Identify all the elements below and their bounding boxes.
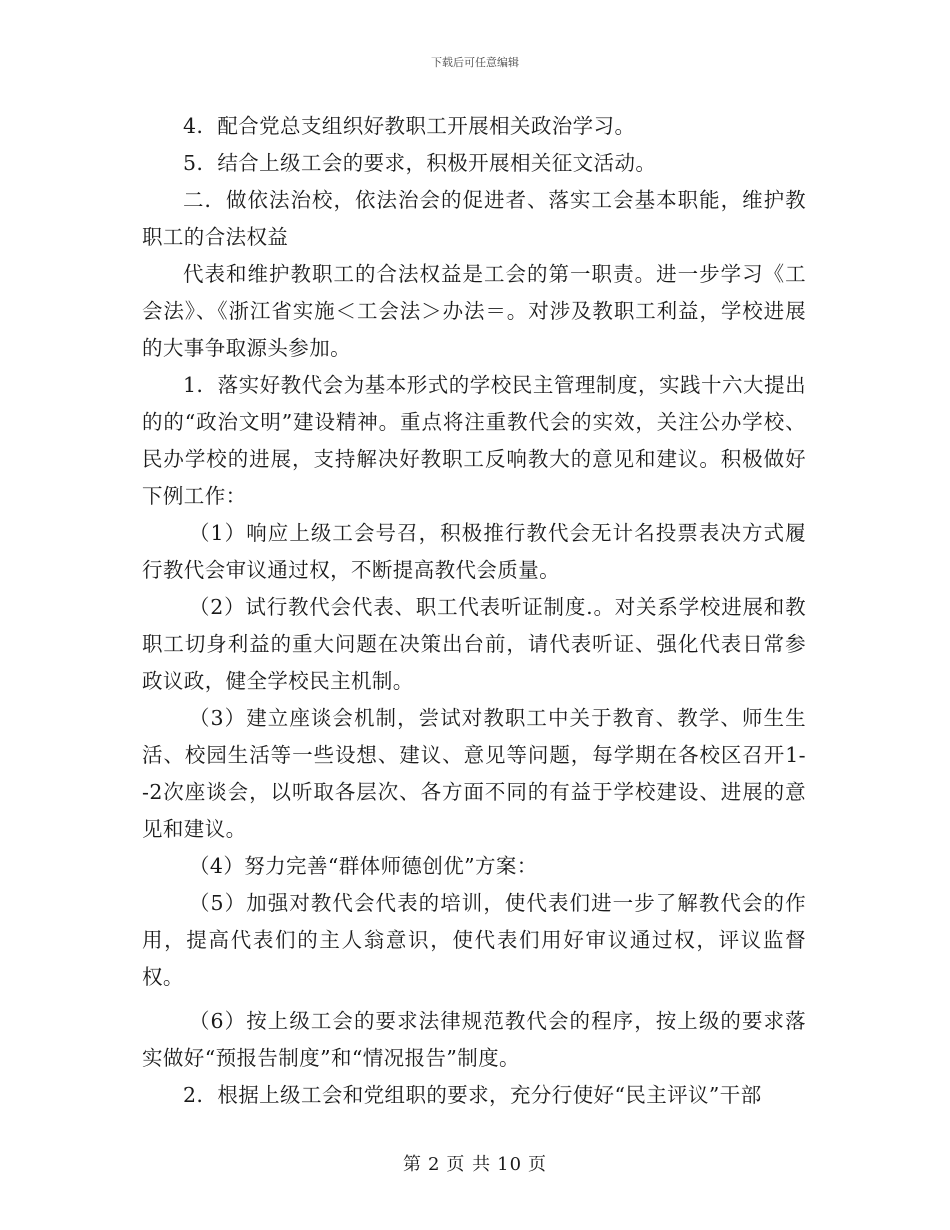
total-pages-number: 10 [497, 1154, 523, 1175]
page-footer [0, 1150, 950, 1176]
paragraph-sub-4: （4）努力完善“群体师德创优”方案： [189, 854, 538, 878]
page-label-suffix: 页 [528, 1154, 548, 1175]
paragraph-sub-2: （2）试行教代会代表、职工代表听证制度.。对关系学校进展和教职工切身利益的重大问题在决策出台前，请代表听证、强化代表日常参政议政，健全学校民主机制。 [142, 595, 806, 693]
page-header: 下载后可任意编辑 [431, 56, 519, 69]
page-label-mid: 页 共 [446, 1154, 492, 1175]
paragraph-item-5: 5．结合上级工会的要求，积极开展相关征文活动。 [183, 151, 657, 175]
page-label-prefix: 第 [402, 1154, 422, 1175]
paragraph-item-4: 4．配合党总支组织好教职工开展相关政治学习。 [183, 114, 636, 138]
paragraph-intro: 代表和维护教职工的合法权益是工会的第一职责。进一步学习《工会法》、《浙江省实施＜工会法＞办法＝。对涉及教职工利益，学校进展的大事争取源头参加。 [142, 262, 806, 360]
paragraph-point-2: 2．根据上级工会和党组职的要求，充分行使好“民主评议”干部 [183, 1083, 762, 1107]
paragraph-sub-6: （6）按上级工会的要求法律规范教代会的程序，按上级的要求落实做好“预报告制度”和“情况报告”制度。 [142, 1009, 806, 1070]
paragraph-sub-3: （3）建立座谈会机制，尝试对教职工中关于教育、教学、师生生活、校园生活等一些设想、建议、意见等问题，每学期在各校区召开1--2次座谈会，以听取各层次、各方面不同的有益于学校建设、进展的意见和建议。 [142, 706, 806, 841]
paragraph-sub-1: （1）响应上级工会号召，积极推行教代会无计名投票表决方式履行教代会审议通过权，不断提高教代会质量。 [142, 521, 806, 582]
paragraph-sub-5: （5）加强对教代会代表的培训，使代表们进一步了解教代会的作用，提高代表们的主人翁意识，使代表们用好审议通过权，评议监督权。 [142, 891, 806, 989]
paragraph-point-1: 1．落实好教代会为基本形式的学校民主管理制度，实践十六大提出的的“政治文明”建设精神。重点将注重教代会的实效，关注公办学校、民办学校的进展，支持解决好教职工反响教大的意见和建议。积极做好下例工作： [142, 373, 806, 508]
document-body [142, 108, 806, 1114]
current-page-number: 2 [427, 1154, 441, 1175]
section-heading-2: 二．做依法治校，依法治会的促进者、落实工会基本职能，维护教职工的合法权益 [142, 188, 806, 249]
